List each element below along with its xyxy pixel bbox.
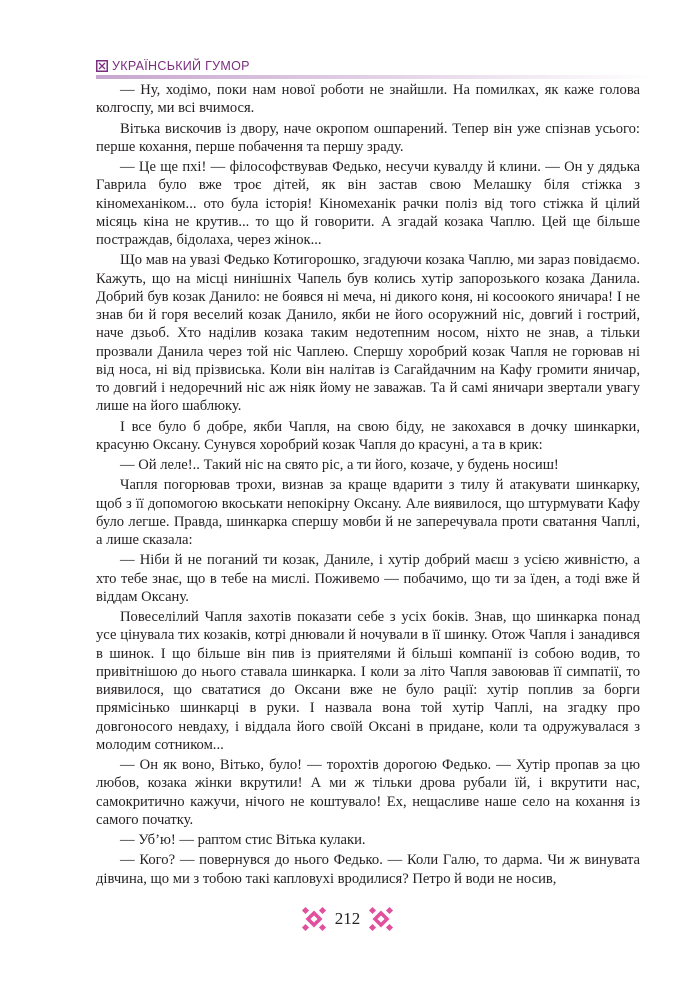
paragraph: Повеселілий Чапля захотів показати себе з усіх боків. Знав, що шинкарка понад усе цінувала тих козаків, котрі днювали й ночували в її шинку. Отож Чапля і занадився в шинок. І що більше він пив із приятелями й більші компанії із собою водив, то привітнішою до нього ставала шинкарка. І коли за літо Чапля завоював її симпатії, то виявилося, що свататися до Оксани вже не було рації: хутір поплив за борги прямісінько шинкарці в руки. І назвала вона той хутір Чаплі, на згадку про довгоносого невдаху, і віддала його своїй Оксані в придане, коли та одружувалася з молодим сотником... bbox=[96, 609, 640, 753]
book-section-icon bbox=[96, 60, 108, 72]
paragraph: — Он як воно, Вітько, було! — торохтів дорогою Федько. — Хутір пропав за цю любов, козака жінки вкрутили! А ми ж тільки дрова рубали їй, і вкрутити нас, самокритично кажучи, нічого не коштувало! Ех, нещасливе наше село на кохання із самого початку. bbox=[96, 757, 640, 828]
paragraph: Чапля погорював трохи, визнав за краще вдарити з тилу й атакувати шинкарку, щоб з її допомогою вкоськати непокірну Оксану. Але виявилося, що штурмувати Кафу було легше. Правда, шинкарка спершу мовби й не заперечувала проти сватання Чаплі, а лише сказала: bbox=[96, 477, 640, 548]
page-number: 212 bbox=[334, 909, 361, 928]
running-header bbox=[96, 58, 656, 74]
ornament-right-icon bbox=[368, 906, 394, 932]
paragraph: Що мав на увазі Федько Котигорошко, згадуючи козака Чаплю, ми зараз повідаємо. Кажуть, що на місці нинішніх Чапель був колись хутір запорозького козака Данила. Добрий був козак Данило: не боявся ні меча, ні дикого коня, ні косоокого яничара! І не знав би й горя веселий козак Данило, якби не його осоружний ніс, довгий і гострий, наче дзьоб. Хто наділив козака таким недотепним носом, ніхто не знав, а тільки прозвали Данила через той ніс Чаплею. Спершу хоробрий козак Чапля не горював ні від носа, ні від прізвиська. Коли він налітав із Сагайдачним на Кафу громити яничар, то довгий і недоречний ніс аж ніяк йому не заважав. Та й самі яничари звертали увагу лише на його шаблюку. bbox=[96, 252, 640, 415]
ornament-left-icon bbox=[301, 906, 327, 932]
paragraph: Вітька вискочив із двору, наче окропом ошпарений. Тепер він уже спізнав усього: перше кохання, перше побачення та першу зраду. bbox=[96, 120, 640, 155]
paragraph: — Ніби й не поганий ти козак, Даниле, і хутір добрий маєш з усією живністю, а хто тебе знає, що в тебе на мислі. Поживемо — побачимо, що ти за їден, а тоді вже й віддам Оксану. bbox=[96, 552, 640, 605]
body-text bbox=[96, 81, 640, 888]
header-rule bbox=[96, 75, 656, 79]
paragraph: — Ой леле!.. Такий ніс на свято ріс, а ти його, козаче, у будень носиш! bbox=[120, 457, 559, 473]
page-footer bbox=[0, 904, 695, 934]
paragraph: — Ну, ходімо, поки нам нової роботи не знайшли. На помилках, як каже голова колгоспу, ми всі вчимося. bbox=[96, 82, 640, 117]
section-title: УКРАЇНСЬКИЙ ГУМОР bbox=[112, 59, 250, 73]
paragraph: — Уб’ю! — раптом стис Вітька кулаки. bbox=[120, 832, 366, 848]
paragraph: — Це ще пхі! — філософствував Федько, несучи кувалду й клини. — Он у дядька Гаврила було вже троє дітей, як він застав свою Мелашку біля стіжка з кіномеханіком... ото була історія! Кіномеханік рачки поліз від того стіжка й цілий місяць кіна не крутив... то що й говорити. А згадай козака Чаплю. Цей ще більше постраждав, бідолаха, через жінок... bbox=[96, 159, 640, 248]
paragraph: І все було б добре, якби Чапля, на свою біду, не закохався в дочку шинкарки, красуню Оксану. Сунувся хоробрий козак Чапля до красуні, а та в крик: bbox=[96, 418, 640, 453]
paragraph: — Кого? — повернувся до нього Федько. — Коли Галю, то дарма. Чи ж винувата дівчина, що ми з тобою такі капловухі вродилися? Петро й води не носив, bbox=[96, 852, 640, 887]
